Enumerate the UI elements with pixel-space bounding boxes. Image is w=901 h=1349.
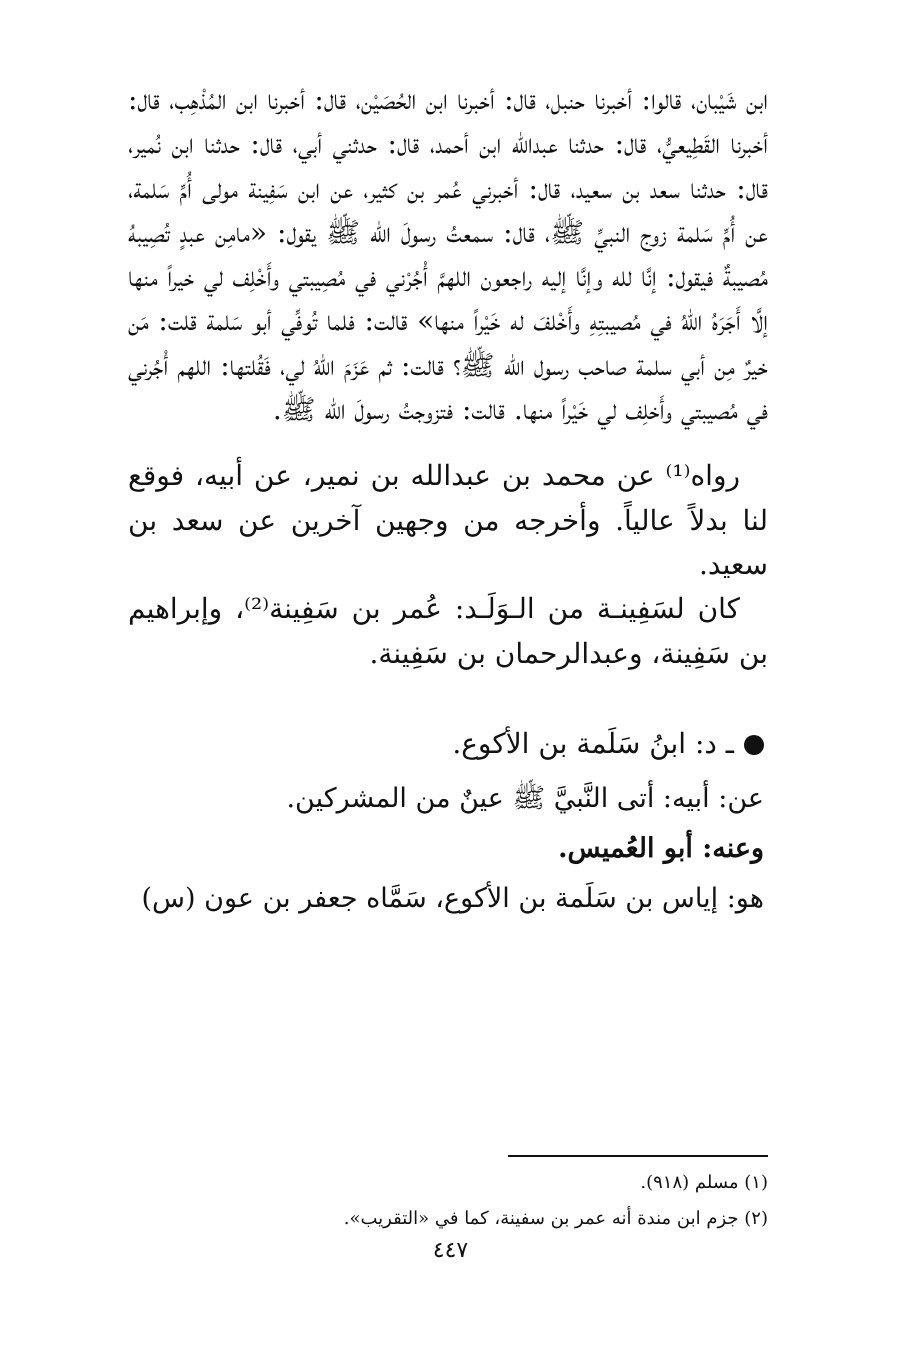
entry-is: هو: إياس بن سَلَمة بن الأكوع، سَمَّاه جعفر بن عون (س): [141, 882, 764, 914]
page-number: ٤٤٧: [432, 1238, 469, 1263]
entry-from: عن: أبيه: أتى النَّبيَّ ﷺ عينٌ من المشركين.: [286, 782, 764, 814]
bullet-icon: [744, 735, 764, 755]
entry-heading: [128, 722, 768, 766]
narration-text: رواه⁽¹⁾ عن محمد بن عبدالله بن نمير، عن أبيه، فوقع لنا بدلاً عالياً. وأخرجه من وجهين آخرين عن سعد بن سعيد.: [128, 459, 768, 581]
footnote-1: (١) مسلم (٩١٨).: [640, 1172, 768, 1193]
hadith-paragraph: [128, 78, 768, 432]
footnotes: [128, 1165, 768, 1237]
children-text: كان لسَفِينـة من الـوَلَـد: عُمر بن سَفِينة⁽²⁾، وإبراهيم بن سَفِينة، وعبدالرحمان بن سَفِينة.: [128, 592, 768, 670]
narration-paragraph: [128, 454, 768, 675]
page-body: [128, 78, 768, 924]
footnote-2: (٢) جزم ابن مندة أنه عمر بن سفينة، كما في «التقريب».: [343, 1208, 768, 1229]
footnote-rule: [508, 1155, 768, 1157]
hadith-text: ابن شَيْبان، قالوا: أخبرنا حنبل، قال: أخبرنا ابن الحُصَيْن، قال: أخبرنا ابن المُذْهِب، قال: أخبرنا القَطِيعيُّ، قال: حدثنا عبدالله ابن أحمد، قال: حدثني أبي، قال: حدثنا ابن نُمير، قال: حدثنا سعد بن سعيد، قال: أخبرني عُمر بن كثير، عن ابن سَفِينة مولى أُمِّ سَلمة، عن أُمِّ سَلمة زوج النبيِّ ﷺ، قال: سمعتُ رسولَ الله ﷺ يقول: «مامِن عبدٍ تُصِيبهُ مُصيبةٌ فيقول: إنَّا لله وإنَّا إليه راجعون اللهمَّ أْجُرْني في مُصِيبتي وأَخْلِف لي خيراً منها إلَّا أَجَرَهُ اللهُ في مُصيبتِهِ وأَخْلفَ له خَيْراً منها» قالت: فلما تُوفِّي أبو سَلمة قلت: مَن خيرٌ مِن أبي سلمة صاحب رسول الله ﷺ؟ قالت: ثم عَزَمَ اللهُ لي، فَقُلتها: اللهم أْجُرني في مُصيبتي وأَخلِف لي خَيْراً منها. قالت: فتزوجتُ رسولَ الله ﷺ.: [128, 83, 768, 427]
entry-by: وعنه: أبو العُميس.: [558, 832, 764, 864]
entry-heading-text: ـ د: ابنُ سَلَمة بن الأكوع.: [452, 726, 734, 760]
